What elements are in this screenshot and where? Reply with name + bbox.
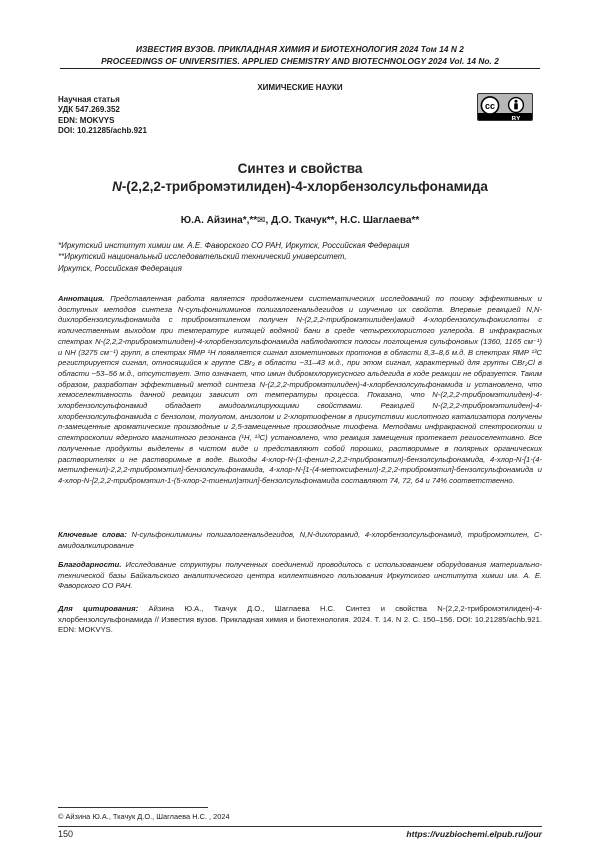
footnote-rule: [58, 807, 208, 808]
acknowledgements-text: Исследование структуры полученных соединений проводилось с использованием оборудования материально-технической базы Байкальского аналитического центра коллективного пользования Иркутского института химии им. А. Е. Фаворского СО РАН.: [58, 560, 542, 591]
abstract-label: Аннотация.: [58, 294, 105, 303]
citation-text: Айзина Ю.А., Ткачук Д.О., Шаглаева Н.С. Синтез и свойства N-(2,2,2-трибромэтилиден)-4-хлорбензолсульфонамида // Известия вузов. Прикладная химия и биотехнология. 2024. Т. 14. N 2. С. 150–156. DOI: 10.21285/achb.921. EDN: MOKVYS.: [58, 604, 542, 635]
section-heading: ХИМИЧЕСКИЕ НАУКИ: [257, 83, 343, 92]
journal-header: [60, 44, 540, 67]
article-type: Научная статья: [58, 95, 120, 104]
keywords-label: Ключевые слова:: [58, 530, 127, 539]
affiliation-3: Иркутск, Российская Федерация: [58, 263, 182, 273]
cc-by-icon[interactable]: [477, 93, 533, 121]
edn: EDN: MOKVYS: [58, 115, 115, 125]
page-number: 150: [58, 829, 74, 839]
svg-text:cc: cc: [484, 100, 496, 111]
affiliation-1: *Иркутский институт химии им. А.Е. Фаворского СО РАН, Иркутск, Российская Федерация: [58, 241, 410, 250]
affiliations: [58, 240, 538, 274]
article-title: [60, 160, 540, 196]
abstract: [58, 294, 542, 487]
acknowledgements-label: Благодарности.: [58, 560, 122, 569]
article-meta: [58, 95, 147, 136]
keywords-text: N-сульфонилимины полигалогенальдегидов, N,N-дихлорамид, 4-хлорбензолсульфонамид, трибромэтилен, C-амидоалкилирование: [58, 530, 542, 550]
journal-url[interactable]: https://vuzbiochemi.elpub.ru/jour: [406, 829, 542, 839]
journal-header-ru: ИЗВЕСТИЯ ВУЗОВ. ПРИКЛАДНАЯ ХИМИЯ И БИОТЕХНОЛОГИЯ 2024 Том 14 N 2: [136, 44, 464, 54]
abstract-text: Представленная работа является продолжением систематических исследований по поиску эффективных и доступных методов синтеза N-сульфонилиминов полигалогенальдегидов и изучению их свойств. Впервые реакцией N,N-дихлорбензолсульфонамида с трибромэтиленом получен N-(2,2,2-трибромэтилиден)амид 4-хлорбензолсульфокислоты с количественным выходом при температуре кипящей водяной бани в среде четыреххлористого углерода. В инфракрасных спектрах N-(2,2,2-трибромэтилиден)-4-хлорбензолсульфонамида наблюдаются полосы поглощения сульфоновых (1360, 1165 см⁻¹) и NH (3275 см⁻¹) групп, в спектрах ЯМР ¹H появляется сигнал азометиновых протонов в области 8,3–8,6 м.д. В спектрах ЯМР ¹³C регистрируется сигнал, относящийся к группе CBr₃ в области ~31–43 м.д., при этом сигнал, характерный для группы CBr₂Cl в области ~53–56 м.д., отсутствует. Это означает, что имин дибромхлоруксусного альдегида в ходе реакции не образуется. Таким образом, разработан эффективный метод синтеза N-(2,2,2-трибромэтилиден)-4-хлорбензолсульфонамида и установлено, что хемоселективность данной реакции зависит от температуры процесса. Показано, что N-(2,2,2-трибромэтилиден)-4-хлорбензолсульфонамид обладает амидоалкилирующими свойствами. Реакцией N-(2,2,2-трибромэтилиден)-4-хлорбензолсульфонамида с бензолом, толуолом, анизолом и 2-хлортиофеном в присутствии кислотного катализатора получены п-замещенные ароматические производные и 2,5-замещенные производные тиофена. Методами инфракрасной спектроскопии и спектроскопии ядерного магнитного резонанса (¹H, ¹³C) установлено, что реакция замещения протекает региоселективно. Все полученные продукты выделены в чистом виде и представляют собой порошки, растворимые в полярных органических растворителях и не растворимые в воде. Выходы 4-хлор-N-(1-фенил-2,2,2-трибромэтил)-бензолсульфонамида, 4-хлор-N-[1-(4-метилфенил)-2,2,2-трибромэтил]-бензолсульфонамида, 4-хлор-N-[1-(4-метоксифенил)-2,2,2-трибромэтил]-бензолсульфонамида и 4-хлор-N-[2,2,2-трибромэтил-1-(5-хлор-2-тиенил)этил]-бензолсульфонамида составляют 74, 72, 64 и 74% соответственно.: [58, 294, 542, 485]
doi: DOI: 10.21285/achb.921: [58, 125, 147, 135]
acknowledgements: [58, 560, 542, 592]
title-n-prefix: N: [112, 179, 122, 194]
citation: [58, 604, 542, 636]
copyright-footnote: © Айзина Ю.А., Ткачук Д.О., Шаглаева Н.С. , 2024: [58, 812, 230, 821]
footer-rule: [58, 826, 542, 827]
citation-label: Для цитирования:: [58, 604, 139, 613]
udk: УДК 547.269.352: [58, 105, 120, 115]
title-line-2-rest: -(2,2,2-трибромэтилиден)-4-хлорбензолсульфонамида: [121, 179, 488, 194]
title-line-1: Синтез и свойства: [237, 161, 363, 176]
author-list: Ю.А. Айзина*,**✉, Д.О. Ткачук**, Н.С. Шаглаева**: [180, 215, 420, 226]
cc-by-label: BY: [511, 115, 521, 121]
affiliation-2: **Иркутский национальный исследовательский технический университет,: [58, 252, 347, 262]
keywords: [58, 530, 542, 551]
title-line-2: [60, 178, 540, 196]
journal-header-en: PROCEEDINGS OF UNIVERSITIES. APPLIED CHEMISTRY AND BIOTECHNOLOGY 2024 Vol. 14 No. 2: [101, 55, 499, 66]
header-rule: [60, 68, 540, 69]
